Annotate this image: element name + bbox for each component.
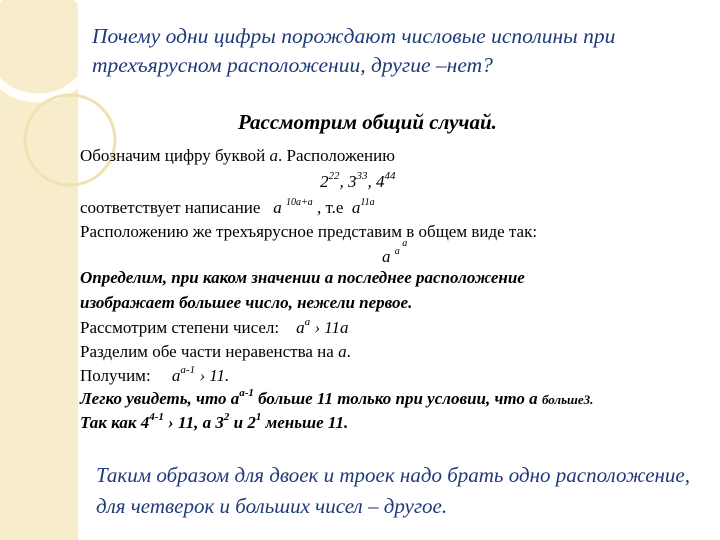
powers-expression: $2^{22}$, $3^{33}$, $4^{44}$ bbox=[320, 170, 396, 191]
tower-expression: а $^{а ^а}$ bbox=[382, 238, 408, 266]
conclusion-text: Таким образом для двоек и троек надо брать одно расположение, для четверок и больших чисел – другое. bbox=[96, 463, 690, 518]
text-line-11: Легко увидеть, что $а^{а-1}$ больше 11 только при условии, что а больше3. bbox=[80, 387, 594, 408]
text-line-9: Разделим обе части неравенства на а. bbox=[80, 342, 351, 361]
text-line-10: Получим: $а^{а-1}$ › 11. bbox=[80, 364, 230, 385]
slide-subtitle: Рассмотрим общий случай. bbox=[238, 110, 497, 134]
text-line-1: Обозначим цифру буквой а. Расположению bbox=[80, 146, 395, 165]
text-line-12: Так как 4$^{4-1}$ › 11, а $3^2$ и $2^1$ меньше 11. bbox=[80, 411, 349, 432]
text-line-4: Расположению же трехъярусное представим в общем виде так: bbox=[80, 222, 538, 241]
text-line-6: Определим, при каком значении а последнее расположение bbox=[80, 268, 525, 287]
left-decorative-band bbox=[0, 0, 78, 540]
text-line-7: изображает большее число, нежели первое. bbox=[80, 293, 413, 312]
text-line-8: Рассмотрим степени чисел: $а^а$ › 11а bbox=[80, 316, 349, 337]
text-line-3: соответствует написание а $^{10а+а}$ , т.е $а^{11а}$ bbox=[80, 197, 375, 217]
slide-title: Почему одни цифры порождают числовые исполины при трехъярусном расположении, другие –нет? bbox=[92, 24, 616, 77]
